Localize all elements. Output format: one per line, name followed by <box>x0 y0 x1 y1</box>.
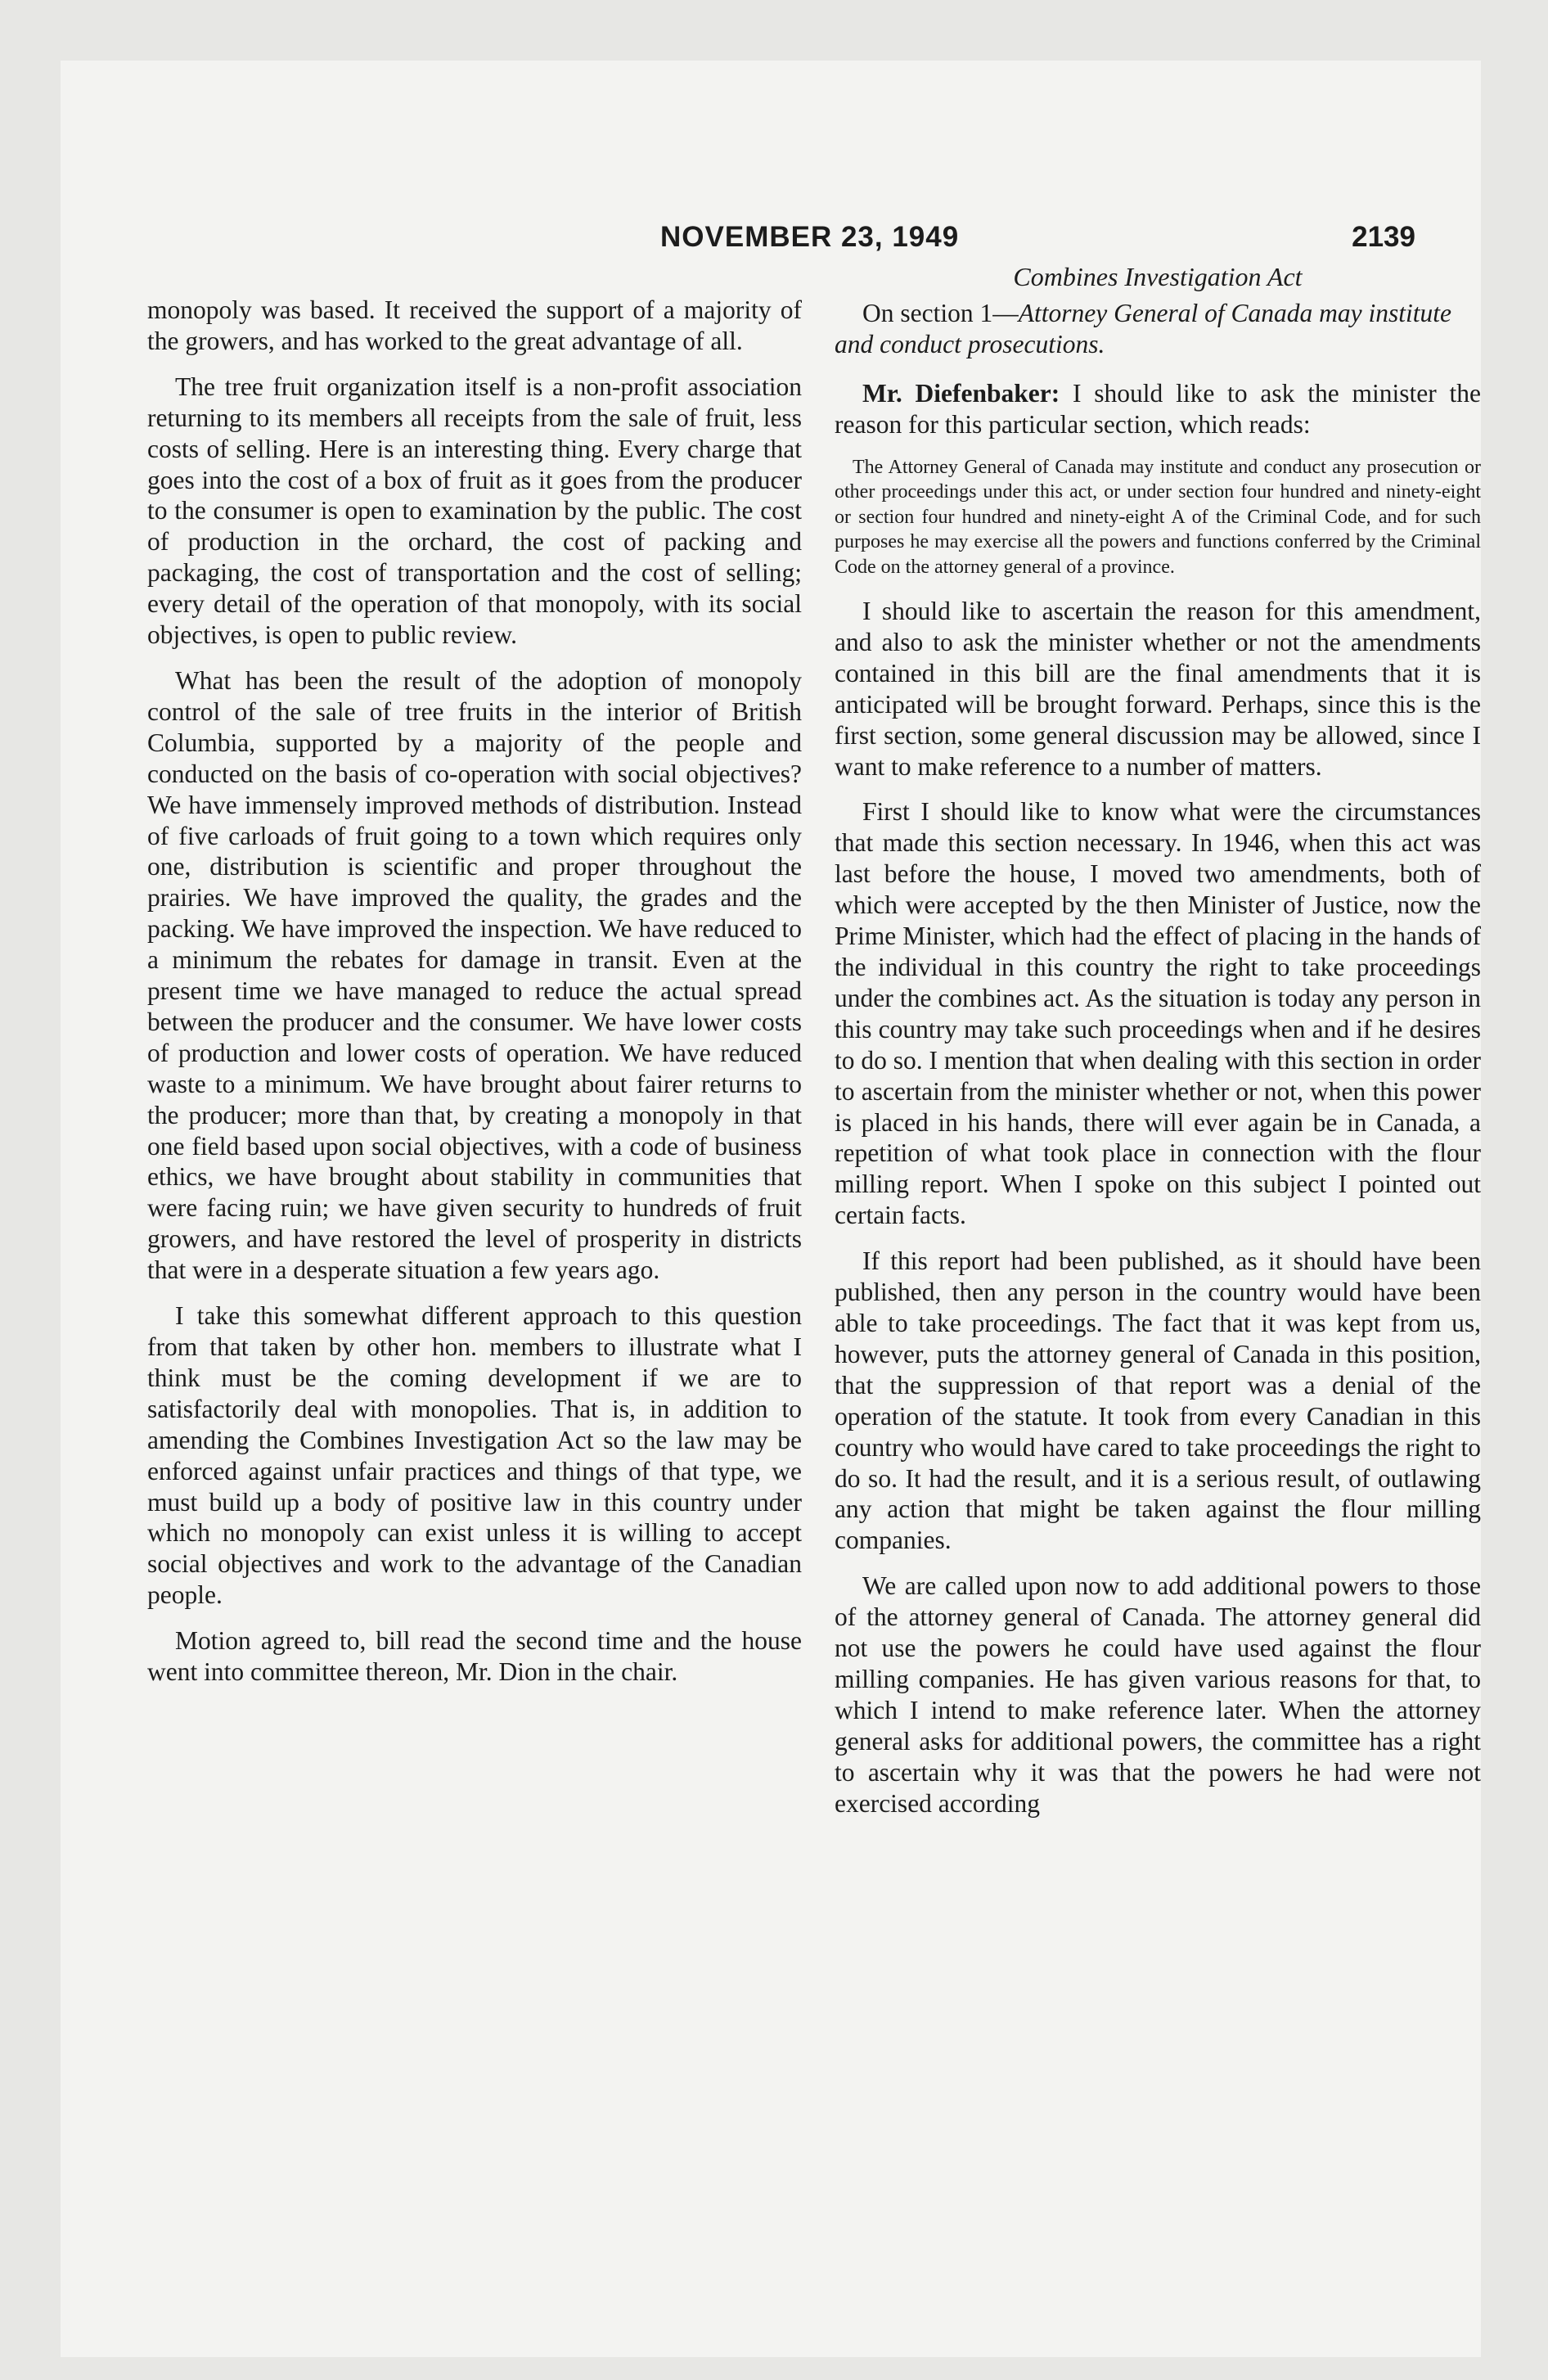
speech-paragraph <box>835 378 1481 440</box>
speaker-name: Mr. Diefenbaker: <box>862 378 1060 408</box>
section-note <box>835 298 1481 360</box>
paragraph: We are called upon now to add additional powers to those of the attorney general of Canada. The attorney general did not use the powers he could have used against the flour milling companies. He has given various reasons for that, to which I intend to make reference later. When the attorney general asks for additional powers, the committee has a right to ascertain why it was that the powers he had were not exercised according <box>835 1571 1481 1818</box>
paragraph: If this report had been published, as it should have been published, then any person in the country would have been able to take proceedings. The fact that it was kept from us, however, puts the attorney general of Canada in this position, that the suppression of that report was a denial of the operation of the statute. It took from every Canadian in this country who would have cared to take proceedings the right to do so. It had the result, and it is a serious result, of outlawing any action that might be taken against the flour milling companies. <box>835 1246 1481 1555</box>
right-column <box>835 262 1481 1833</box>
paragraph: What has been the result of the adoption of monopoly control of the sale of tree fruits in the interior of British Columbia, supported by a majority of the people and conducted on the basis of co-operation with social objectives? We have immensely improved methods of distribution. Instead of five carloads of fruit going to a town which requires only one, distribution is scientific and proper throughout the prairies. We have improved the quality, the grades and the packing. We have improved the inspection. We have reduced to a minimum the rebates for damage in transit. Even at the present time we have managed to reduce the actual spread between the producer and the consumer. We have lower costs of production and lower costs of operation. We have reduced waste to a minimum. We have brought about fairer returns to the producer; more than that, by creating a monopoly in that one field based upon social objectives, with a code of business ethics, we have brought about stability in communities that were facing ruin; we have given security to hundreds of fruit growers, and have restored the level of prosperity in districts that were in a desperate situation a few years ago. <box>147 665 802 1285</box>
paragraph: I should like to ascertain the reason for this amendment, and also to ask the minister whether or not the amendments contained in this bill are the final amendments that it is anticipated will be brought forward. Perhaps, since this is the first section, some general discussion may be allowed, since I want to make reference to a number of matters. <box>835 597 1481 781</box>
page-date: NOVEMBER 23, 1949 <box>660 221 960 253</box>
speech-text: I should like to ask the minister the reason for this particular section, which reads: <box>835 378 1481 439</box>
quoted-section: The Attorney General of Canada may institute and conduct any prosecution or other proceedings under this act, or under section four hundred and ninety-eight or section four hundred and ninety-eight A of the Criminal Code, and for such purposes he may exercise all the powers and functions conferred by the Criminal Code on the attorney general of a province. <box>835 456 1481 578</box>
paragraph: monopoly was based. It received the support of a majority of the growers, and has worked to the great advantage of all. <box>147 295 802 355</box>
section-heading: Combines Investigation Act <box>1013 262 1303 291</box>
document-page <box>61 61 1481 2357</box>
left-column <box>147 295 802 1702</box>
section-prefix: On section 1— <box>862 298 1019 327</box>
paragraph: The tree fruit organization itself is a non-profit association returning to its members all receipts from the sale of fruit, less costs of selling. Here is an interesting thing. Every charge that goes into the cost of a box of fruit as it goes from the producer to the consumer is open to examination by the public. The cost of production in the orchard, the cost of packing and packaging, the cost of transportation and the cost of selling; every detail of the operation of that monopoly, with its social objectives, is open to public review. <box>147 372 802 650</box>
page-number: 2139 <box>1352 221 1415 253</box>
paragraph: I take this somewhat different approach to this question from that taken by other hon. members to illustrate what I think must be the coming development if we are to satisfactorily deal with monopolies. That is, in addition to amending the Combines Investigation Act so the law may be enforced against unfair practices and things of that type, we must build up a body of positive law in this country under which no monopoly can exist unless it is willing to accept social objectives and work to the advantage of the Canadian people. <box>147 1301 802 1610</box>
paragraph: First I should like to know what were the circumstances that made this section necessary. In 1946, when this act was last before the house, I moved two amendments, both of which were accepted by the then Minister of Justice, now the Prime Minister, which had the effect of placing in the hands of the individual in this country the right to take proceedings under the combines act. As the situation is today any person in this country may take such proceedings when and if he desires to do so. I mention that when dealing with this section in order to ascertain from the minister whether or not, when this power is placed in his hands, there will ever again be in Canada, a repetition of what took place in connection with the flour milling report. When I spoke on this subject I pointed out certain facts. <box>835 797 1481 1230</box>
section-title: Attorney General of Canada may institute and conduct prosecutions. <box>835 298 1452 358</box>
paragraph: Motion agreed to, bill read the second time and the house went into committee thereon, Mr. Dion in the chair. <box>147 1626 802 1687</box>
